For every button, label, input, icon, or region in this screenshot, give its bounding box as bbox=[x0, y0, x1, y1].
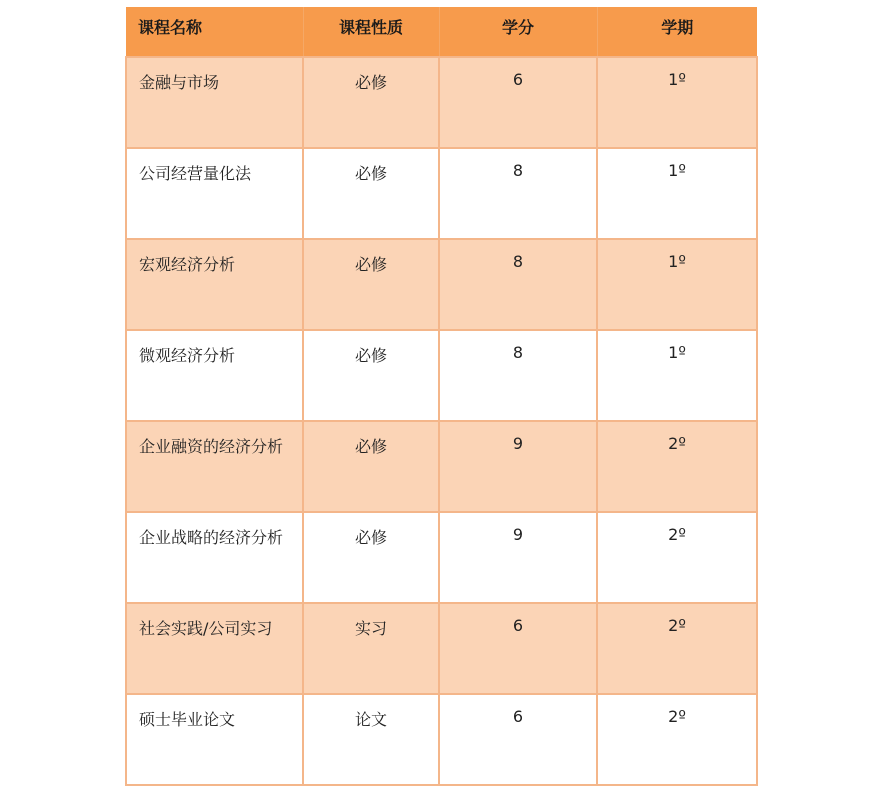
course-type-cell: 必修 bbox=[303, 330, 439, 421]
credits-cell: 8 bbox=[439, 148, 597, 239]
course-type-cell: 必修 bbox=[303, 148, 439, 239]
course-type-cell: 必修 bbox=[303, 512, 439, 603]
header-course-name: 课程名称 bbox=[126, 7, 303, 57]
semester-cell: 1º bbox=[597, 148, 757, 239]
course-type-cell: 必修 bbox=[303, 239, 439, 330]
course-name-cell: 公司经营量化法 bbox=[126, 148, 303, 239]
course-name-cell: 企业战略的经济分析 bbox=[126, 512, 303, 603]
table-row bbox=[126, 603, 757, 694]
semester-cell: 2º bbox=[597, 694, 757, 785]
credits-cell: 8 bbox=[439, 330, 597, 421]
table-row bbox=[126, 148, 757, 239]
course-type-cell: 必修 bbox=[303, 421, 439, 512]
table-row bbox=[126, 57, 757, 148]
semester-cell: 1º bbox=[597, 57, 757, 148]
course-type-cell: 论文 bbox=[303, 694, 439, 785]
table-row bbox=[126, 694, 757, 785]
course-table bbox=[125, 7, 758, 786]
table-row bbox=[126, 512, 757, 603]
header-credits: 学分 bbox=[439, 7, 597, 57]
header-semester: 学期 bbox=[597, 7, 757, 57]
table-row bbox=[126, 330, 757, 421]
course-name-cell: 社会实践/公司实习 bbox=[126, 603, 303, 694]
credits-cell: 8 bbox=[439, 239, 597, 330]
credits-cell: 9 bbox=[439, 512, 597, 603]
semester-cell: 1º bbox=[597, 239, 757, 330]
table-row bbox=[126, 421, 757, 512]
semester-cell: 2º bbox=[597, 603, 757, 694]
semester-cell: 1º bbox=[597, 330, 757, 421]
course-name-cell: 金融与市场 bbox=[126, 57, 303, 148]
header-course-type: 课程性质 bbox=[303, 7, 439, 57]
table-header bbox=[126, 7, 757, 57]
credits-cell: 9 bbox=[439, 421, 597, 512]
credits-cell: 6 bbox=[439, 694, 597, 785]
semester-cell: 2º bbox=[597, 512, 757, 603]
course-name-cell: 硕士毕业论文 bbox=[126, 694, 303, 785]
header-row bbox=[126, 7, 757, 57]
course-name-cell: 微观经济分析 bbox=[126, 330, 303, 421]
credits-cell: 6 bbox=[439, 603, 597, 694]
course-name-cell: 宏观经济分析 bbox=[126, 239, 303, 330]
semester-cell: 2º bbox=[597, 421, 757, 512]
table-row bbox=[126, 239, 757, 330]
credits-cell: 6 bbox=[439, 57, 597, 148]
course-type-cell: 必修 bbox=[303, 57, 439, 148]
course-type-cell: 实习 bbox=[303, 603, 439, 694]
table-body bbox=[126, 57, 757, 785]
course-name-cell: 企业融资的经济分析 bbox=[126, 421, 303, 512]
